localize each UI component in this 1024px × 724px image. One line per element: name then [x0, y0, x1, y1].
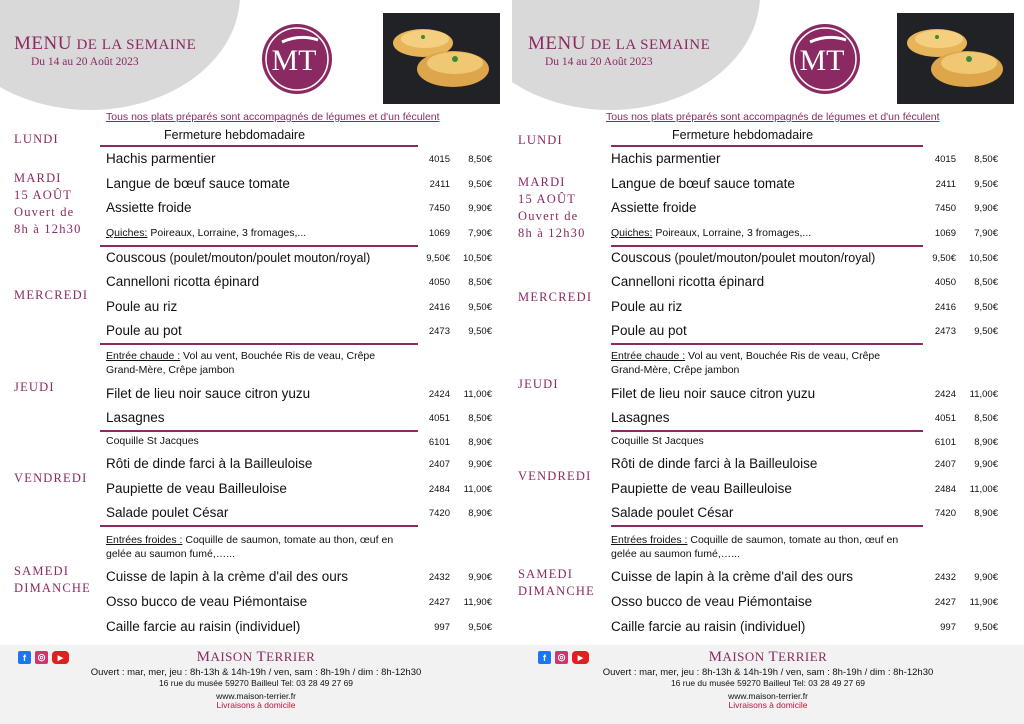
address: 16 rue du musée 59270 Bailleul Tel: 03 28 49 27 69 — [670, 678, 866, 688]
day-mercredi: MERCREDI — [518, 290, 593, 304]
dish-code: 997 — [940, 622, 956, 633]
opening-hours: Ouvert : mar, mer, jeu : 8h-13h & 14h-19h / ven, sam : 8h-19h / dim : 8h-12h30 — [602, 667, 934, 678]
dish-name: Lasagnes — [106, 410, 165, 425]
dish-code: 9,50€ — [426, 253, 450, 264]
brand-name: MAISON TERRIER — [708, 649, 828, 665]
dish-price: 9,90€ — [468, 459, 492, 470]
dish-code: 2427 — [934, 597, 956, 608]
dish-price: 8,90€ — [468, 508, 492, 519]
dish-code: 4015 — [934, 154, 956, 165]
dish-price: 9,50€ — [468, 326, 492, 337]
dish-code: 2432 — [428, 572, 450, 583]
dish-price: 9,90€ — [468, 572, 492, 583]
closed-note: Fermeture hebdomadaire — [672, 128, 814, 142]
maison-terrier-logo — [260, 22, 334, 96]
day-samedi-dimanche: SAMEDI DIMANCHE — [518, 567, 595, 598]
dish-price: 11,00€ — [969, 484, 998, 495]
dish-name: Osso bucco de veau Piémontaise — [611, 594, 813, 609]
day-lundi: LUNDI — [14, 132, 59, 146]
dish-price: 9,90€ — [974, 203, 998, 214]
dish-code: 2484 — [428, 484, 450, 495]
dish-photo — [383, 13, 500, 104]
divider — [100, 245, 418, 247]
dish-code: 9,50€ — [932, 253, 956, 264]
dish-code: 2484 — [934, 484, 956, 495]
dish-price: 11,00€ — [463, 389, 492, 400]
dish-price: 8,90€ — [974, 508, 998, 519]
dish-price: 9,50€ — [468, 302, 492, 313]
dish-code: 4051 — [428, 413, 450, 424]
dish-name: Quiches: Poireaux, Lorraine, 3 fromages,... — [611, 227, 812, 239]
menu-title: MENU DE LA SEMAINE — [528, 33, 711, 54]
dish-name: Assiette froide — [106, 200, 192, 215]
divider — [100, 343, 418, 345]
dish-price: 9,90€ — [974, 459, 998, 470]
dish-name: Salade poulet César — [611, 505, 734, 520]
menu-dates: Du 14 au 20 Août 2023 — [31, 56, 139, 68]
divider — [100, 145, 418, 147]
dish-code: 4050 — [934, 277, 956, 288]
day-samedi-dimanche: SAMEDI DIMANCHE — [14, 564, 91, 595]
dish-name: Poule au riz — [106, 299, 178, 314]
dish-name: Paupiette de veau Bailleuloise — [106, 481, 287, 496]
dish-price: 8,50€ — [468, 154, 492, 165]
dish-code: 2432 — [934, 572, 956, 583]
dish-price: 10,50€ — [462, 253, 492, 264]
dish-price: 7,90€ — [468, 228, 492, 239]
dish-name: Filet de lieu noir sauce citron yuzu — [611, 386, 816, 401]
dish-name: Poule au riz — [611, 299, 683, 314]
dish-name: Cuisse de lapin à la crème d'ail des ours — [106, 569, 348, 584]
maison-terrier-logo — [788, 22, 862, 96]
dish-price: 10,50€ — [968, 253, 998, 264]
dish-code: 2407 — [428, 459, 450, 470]
dish-name: Langue de bœuf sauce tomate — [106, 176, 290, 191]
dish-price: 8,50€ — [468, 277, 492, 288]
dish-price: 9,50€ — [974, 326, 998, 337]
dish-code: 7450 — [934, 203, 956, 214]
dish-code: 1069 — [934, 228, 956, 239]
instagram-icon[interactable]: ◎ — [35, 651, 48, 664]
dish-code: 2427 — [428, 597, 450, 608]
website-link[interactable]: www.maison-terrier.fr — [216, 691, 296, 701]
menu-dates: Du 14 au 20 Août 2023 — [545, 56, 653, 68]
youtube-icon[interactable]: ▶ — [52, 651, 69, 664]
day-mardi: MARDI 15 AOÛT Ouvert de 8h à 12h30 — [14, 171, 82, 236]
dish-code: 6101 — [428, 437, 450, 448]
day-vendredi: VENDREDI — [14, 471, 88, 485]
header-grey-shape — [0, 0, 240, 110]
dish-name: Caille farcie au raisin (individuel) — [106, 619, 301, 634]
dish-price: 8,50€ — [468, 413, 492, 424]
dish-name: Hachis parmentier — [106, 151, 216, 166]
dish-price: 9,50€ — [468, 179, 492, 190]
dish-name: Lasagnes — [611, 410, 670, 425]
dish-name: Coquille St Jacques — [106, 435, 199, 447]
dish-code: 4015 — [428, 154, 450, 165]
dish-code: 2407 — [934, 459, 956, 470]
dish-price: 11,00€ — [463, 484, 492, 495]
website-link[interactable]: www.maison-terrier.fr — [728, 691, 808, 701]
dish-price: 9,50€ — [974, 622, 998, 633]
dish-code: 4050 — [428, 277, 450, 288]
dish-name: Cannelloni ricotta épinard — [611, 274, 765, 289]
day-vendredi: VENDREDI — [518, 469, 592, 483]
dish-name: Entrées froides : Coquille de saumon, tomate au thon, œuf en gelée au saumon fumé,…... — [611, 534, 899, 560]
dish-price: 8,50€ — [974, 277, 998, 288]
dish-price: 11,00€ — [969, 389, 998, 400]
dish-name: Rôti de dinde farci à la Bailleuloise — [106, 456, 313, 471]
dish-name: Cannelloni ricotta épinard — [106, 274, 260, 289]
header-grey-shape — [512, 0, 760, 110]
address: 16 rue du musée 59270 Bailleul Tel: 03 28 49 27 69 — [158, 678, 354, 688]
dish-price: 9,90€ — [468, 203, 492, 214]
dish-name: Salade poulet César — [106, 505, 229, 520]
footer — [512, 645, 1024, 724]
dish-price: 9,50€ — [468, 622, 492, 633]
divider — [100, 430, 418, 432]
dish-name: Entrées froides : Coquille de saumon, tomate au thon, œuf en gelée au saumon fumé,…... — [106, 534, 394, 560]
day-mercredi: MERCREDI — [14, 288, 89, 302]
dish-code: 4051 — [934, 413, 956, 424]
facebook-icon[interactable]: f — [538, 651, 551, 664]
dish-name: Poule au pot — [611, 323, 687, 338]
dish-name: Entrée chaude : Vol au vent, Bouchée Ris de veau, Crêpe Grand-Mère, Crêpe jambon — [106, 350, 376, 376]
closed-note: Fermeture hebdomadaire — [164, 128, 306, 142]
dish-photo — [897, 13, 1014, 104]
menu-sheet-right — [512, 0, 1024, 724]
dish-name: Paupiette de veau Bailleuloise — [611, 481, 792, 496]
dish-price: 9,90€ — [974, 572, 998, 583]
day-lundi: LUNDI — [518, 133, 563, 147]
day-jeudi: JEUDI — [14, 380, 55, 394]
youtube-icon[interactable]: ▶ — [572, 651, 589, 664]
dish-name: Quiches: Poireaux, Lorraine, 3 fromages,... — [106, 227, 307, 239]
dish-code: 2424 — [934, 389, 956, 400]
dish-code: 1069 — [428, 228, 450, 239]
dish-name: Couscous (poulet/mouton/poulet mouton/royal) — [611, 250, 876, 265]
dish-code: 2416 — [934, 302, 956, 313]
menu-tagline: Tous nos plats préparés sont accompagnés de légumes et d'un féculent — [606, 111, 940, 123]
dish-code: 7420 — [934, 508, 956, 519]
menu-tagline: Tous nos plats préparés sont accompagnés de légumes et d'un féculent — [106, 111, 440, 123]
dish-code: 2424 — [428, 389, 450, 400]
day-mardi: MARDI 15 AOÛT Ouvert de 8h à 12h30 — [518, 175, 586, 240]
instagram-icon[interactable]: ◎ — [555, 651, 568, 664]
divider — [611, 145, 923, 147]
dish-name: Langue de bœuf sauce tomate — [611, 176, 795, 191]
dish-name: Poule au pot — [106, 323, 182, 338]
divider — [611, 245, 923, 247]
dish-code: 2411 — [429, 179, 450, 190]
dish-price: 11,90€ — [463, 597, 492, 608]
dish-name: Filet de lieu noir sauce citron yuzu — [106, 386, 311, 401]
svg-text:MT: MT — [799, 44, 845, 77]
dish-code: 6101 — [934, 437, 956, 448]
divider — [611, 343, 923, 345]
opening-hours: Ouvert : mar, mer, jeu : 8h-13h & 14h-19h / ven, sam : 8h-19h / dim : 8h-12h30 — [90, 667, 422, 678]
dish-price: 8,90€ — [974, 437, 998, 448]
dish-price: 8,50€ — [974, 413, 998, 424]
dish-code: 2473 — [934, 326, 956, 337]
dish-name: Osso bucco de veau Piémontaise — [106, 594, 308, 609]
dish-name: Couscous (poulet/mouton/poulet mouton/royal) — [106, 250, 371, 265]
dish-name: Caille farcie au raisin (individuel) — [611, 619, 806, 634]
dish-price: 9,50€ — [974, 179, 998, 190]
dish-code: 7420 — [428, 508, 450, 519]
dish-name: Coquille St Jacques — [611, 435, 704, 447]
dish-code: 7450 — [428, 203, 450, 214]
dish-price: 8,90€ — [468, 437, 492, 448]
dish-price: 8,50€ — [974, 154, 998, 165]
dish-price: 7,90€ — [974, 228, 998, 239]
dish-code: 997 — [434, 622, 450, 633]
divider — [100, 525, 418, 527]
day-jeudi: JEUDI — [518, 377, 559, 391]
divider — [611, 525, 923, 527]
dish-name: Assiette froide — [611, 200, 697, 215]
dish-name: Entrée chaude : Vol au vent, Bouchée Ris de veau, Crêpe Grand-Mère, Crêpe jambon — [611, 350, 881, 376]
brand-name: MAISON TERRIER — [196, 649, 316, 665]
svg-text:MT: MT — [271, 44, 317, 77]
menu-title: MENU DE LA SEMAINE — [14, 33, 197, 54]
dish-name: Cuisse de lapin à la crème d'ail des ours — [611, 569, 853, 584]
footer — [0, 645, 512, 724]
dish-code: 2416 — [428, 302, 450, 313]
delivery-note: Livraisons à domicile — [728, 700, 808, 710]
dish-name: Hachis parmentier — [611, 151, 721, 166]
dish-price: 11,90€ — [969, 597, 998, 608]
delivery-note: Livraisons à domicile — [216, 700, 296, 710]
dish-name: Rôti de dinde farci à la Bailleuloise — [611, 456, 818, 471]
dish-price: 9,50€ — [974, 302, 998, 313]
dish-code: 2411 — [935, 179, 956, 190]
divider — [611, 430, 923, 432]
dish-code: 2473 — [428, 326, 450, 337]
facebook-icon[interactable]: f — [18, 651, 31, 664]
